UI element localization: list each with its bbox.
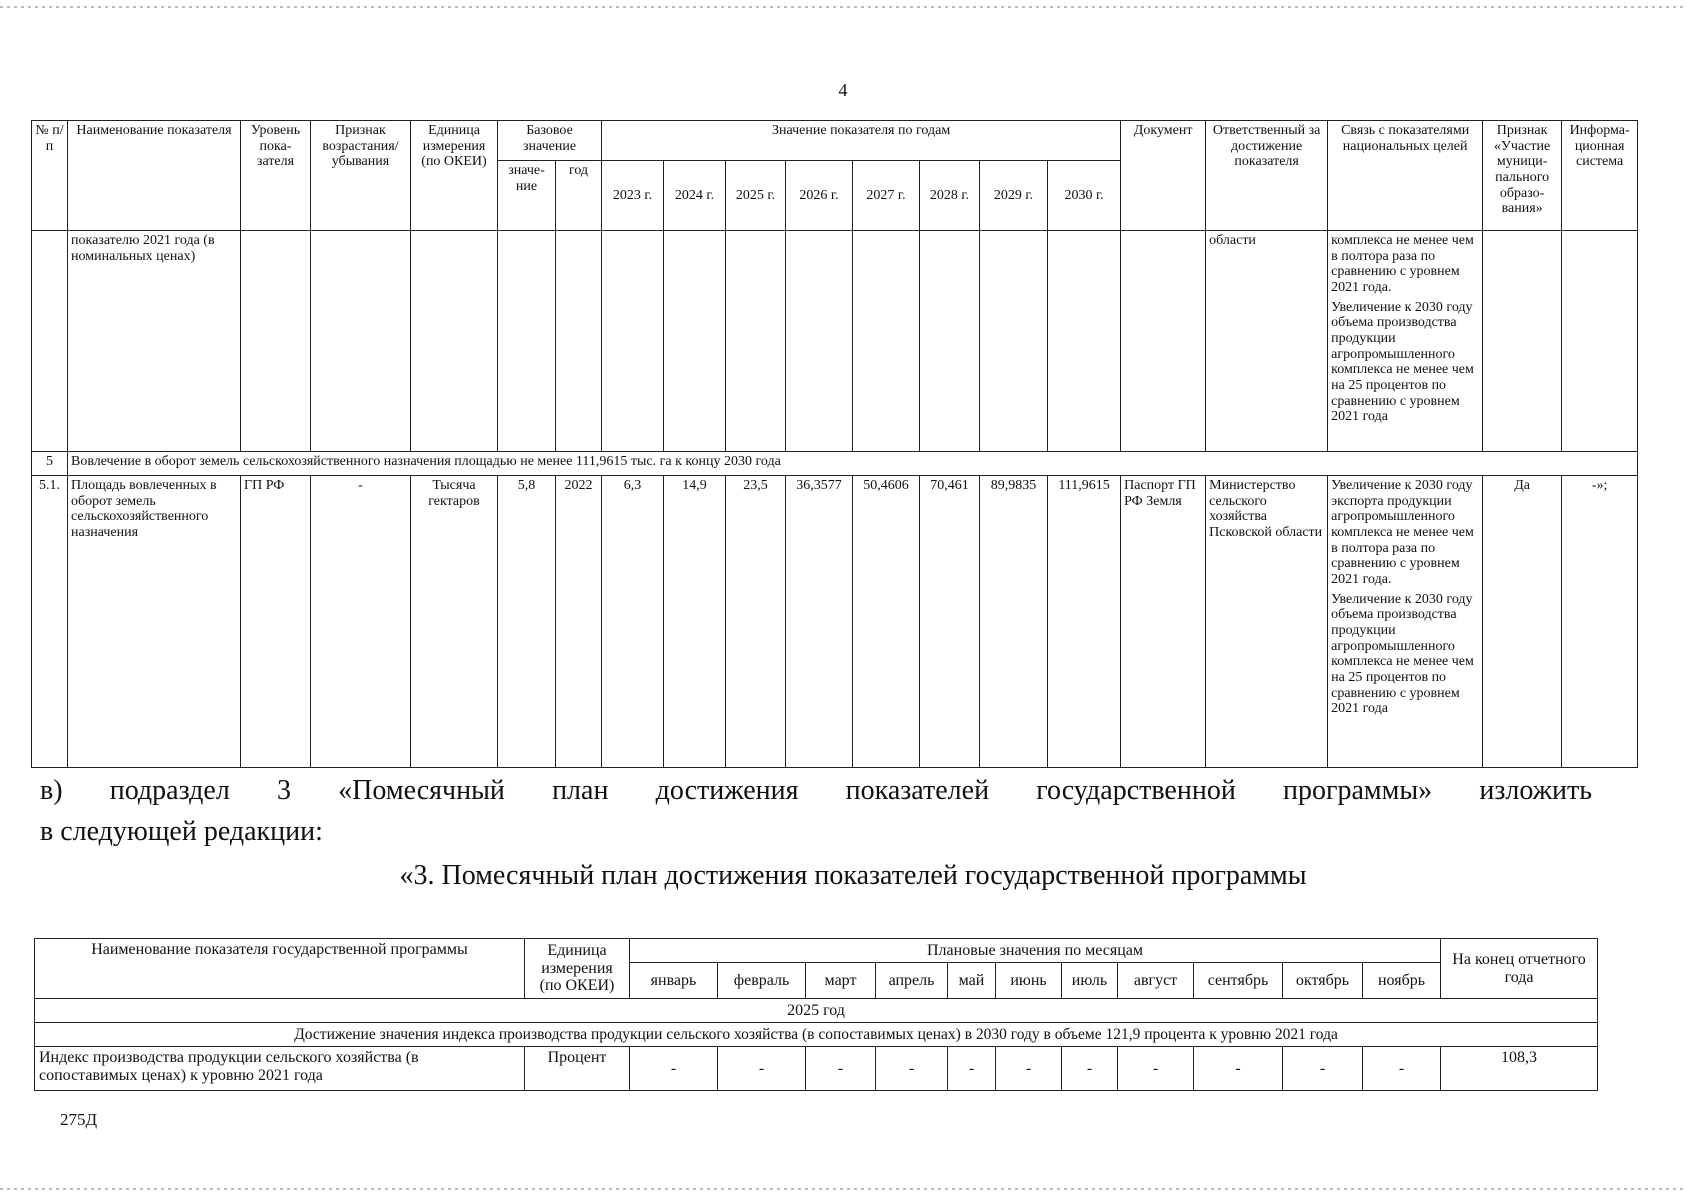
row-municipal: Да — [1483, 476, 1562, 768]
row-month-nov: - — [1363, 1047, 1441, 1091]
header-base-value: значе-ние — [498, 161, 556, 231]
header-month-jul: июль — [1062, 963, 1118, 999]
indicators-table — [31, 120, 1638, 768]
header-month-may: май — [948, 963, 996, 999]
header-year-2024: 2024 г. — [664, 161, 726, 231]
row-month-apr: - — [876, 1047, 948, 1091]
header-month-oct: октябрь — [1283, 963, 1363, 999]
goal-text: Достижение значения индекса производства продукции сельского хозяйства (в сопоставимых ценах) в 2030 году в объеме 121,9 процента к уровню 2021 года — [35, 1023, 1598, 1047]
row-value-2030: 111,9615 — [1048, 476, 1121, 768]
paragraph-line-2: в следующей редакции: — [40, 816, 323, 847]
row-value-2027: 50,4606 — [853, 476, 920, 768]
header-month-feb: февраль — [718, 963, 806, 999]
page-number: 4 — [838, 80, 848, 100]
header-name: Наименование показателя — [68, 121, 241, 231]
row-month-jul: - — [1062, 1047, 1118, 1091]
row-value-2026: 36,3577 — [786, 476, 853, 768]
year-label: 2025 год — [35, 999, 1598, 1023]
continuation-link — [1328, 231, 1483, 452]
header-level: Уровень пока-зателя — [241, 121, 311, 231]
header-planned: Плановые значения по месяцам — [630, 939, 1441, 963]
header-program-indicator: Наименование показателя государственной программы — [35, 939, 525, 999]
row-value-2023: 6,3 — [602, 476, 664, 768]
scan-top-edge — [0, 6, 1686, 8]
section-text: Вовлечение в оборот земель сельскохозяйственного назначения площадью не менее 111,9615 тыс. га к концу 2030 года — [68, 452, 1638, 476]
header-document: Документ — [1121, 121, 1206, 231]
header-month-mar: март — [806, 963, 876, 999]
header-year-2026: 2026 г. — [786, 161, 853, 231]
row-value-2028: 70,461 — [920, 476, 980, 768]
header-month-nov: ноябрь — [1363, 963, 1441, 999]
scan-bottom-edge — [0, 1188, 1686, 1190]
row-level: ГП РФ — [241, 476, 311, 768]
table-row — [32, 476, 1638, 768]
continuation-link-1: комплекса не менее чем в полтора раза по сравнению с уровнем 2021 года. — [1331, 233, 1474, 296]
goal-row — [35, 1023, 1598, 1047]
header-month-jun: июнь — [996, 963, 1062, 999]
row-trend: - — [311, 476, 411, 768]
header-unit: Единица измерения (по ОКЕИ) — [411, 121, 498, 231]
table-row — [32, 231, 1638, 452]
row-base-value: 5,8 — [498, 476, 556, 768]
row-month-jan: - — [630, 1047, 718, 1091]
row-end-of-year: 108,3 — [1441, 1047, 1598, 1091]
row-month-aug: - — [1118, 1047, 1194, 1091]
monthly-plan-table — [34, 938, 1598, 1091]
row-unit: Тысяча гектаров — [411, 476, 498, 768]
continuation-name: показателю 2021 года (в номинальных ценах) — [68, 231, 241, 452]
header-year-2029: 2029 г. — [980, 161, 1048, 231]
header-year-2025: 2025 г. — [726, 161, 786, 231]
paragraph-line-1: в) подраздел 3 «Помесячный план достижения показателей государственной программы» изложить — [40, 775, 1592, 806]
table-row — [35, 1047, 1598, 1091]
row-link-1: Увеличение к 2030 году экспорта продукции агропромышленного комплекса не менее чем в полтора раза по сравнению с уровнем 2021 года. — [1331, 478, 1474, 588]
document-code: 275Д — [60, 1110, 98, 1129]
header-num: № п/п — [32, 121, 68, 231]
row-link-2: Увеличение к 2030 году объема производства продукции агропромышленного комплекса не менее чем на 25 процентов по сравнению с уровнем 2021 года — [1331, 591, 1474, 717]
header-info-system: Информа-ционная система — [1562, 121, 1638, 231]
header-municipal: Признак «Участие муници-пального образо-вания» — [1483, 121, 1562, 231]
row-responsible: Министерство сельского хозяйства Псковской области — [1206, 476, 1328, 768]
header-base-year: год — [556, 161, 602, 231]
section-row — [32, 452, 1638, 476]
header-month-jan: январь — [630, 963, 718, 999]
row-value-2025: 23,5 — [726, 476, 786, 768]
row-link — [1328, 476, 1483, 768]
header-unit: Единица измерения (по ОКЕИ) — [525, 939, 630, 999]
row-value-2029: 89,9835 — [980, 476, 1048, 768]
header-year-2028: 2028 г. — [920, 161, 980, 231]
header-end-of-year: На конец отчетного года — [1441, 939, 1598, 999]
section-num: 5 — [32, 452, 68, 476]
row-month-mar: - — [806, 1047, 876, 1091]
row-month-feb: - — [718, 1047, 806, 1091]
row-month-may: - — [948, 1047, 996, 1091]
continuation-responsible: области — [1206, 231, 1328, 452]
row-month-oct: - — [1283, 1047, 1363, 1091]
header-responsible: Ответственный за достижение показателя — [1206, 121, 1328, 231]
section-heading: «3. Помесячный план достижения показателей государственной программы — [399, 860, 1307, 891]
header-year-2023: 2023 г. — [602, 161, 664, 231]
header-month-apr: апрель — [876, 963, 948, 999]
header-month-aug: август — [1118, 963, 1194, 999]
row-num: 5.1. — [32, 476, 68, 768]
continuation-link-2: Увеличение к 2030 году объема производства продукции агропромышленного комплекса не менее чем на 25 процентов по сравнению с уровнем 2021 года — [1331, 299, 1474, 425]
row-month-sep: - — [1194, 1047, 1283, 1091]
header-trend: Признак возрастания/ убывания — [311, 121, 411, 231]
row-month-jun: - — [996, 1047, 1062, 1091]
header-year-2027: 2027 г. — [853, 161, 920, 231]
row-name: Площадь вовлеченных в оборот земель сельскохозяйственного назначения — [68, 476, 241, 768]
header-month-sep: сентябрь — [1194, 963, 1283, 999]
row-document: Паспорт ГП РФ Земля — [1121, 476, 1206, 768]
header-by-years: Значение показателя по годам — [602, 121, 1121, 161]
row-unit: Процент — [525, 1047, 630, 1091]
header-year-2030: 2030 г. — [1048, 161, 1121, 231]
row-base-year: 2022 — [556, 476, 602, 768]
row-info-system: -»; — [1562, 476, 1638, 768]
row-value-2024: 14,9 — [664, 476, 726, 768]
year-row — [35, 999, 1598, 1023]
row-indicator-name: Индекс производства продукции сельского хозяйства (в сопоставимых ценах) к уровню 2021 года — [35, 1047, 525, 1091]
header-base: Базовое значение — [498, 121, 602, 161]
header-link: Связь с показателями национальных целей — [1328, 121, 1483, 231]
